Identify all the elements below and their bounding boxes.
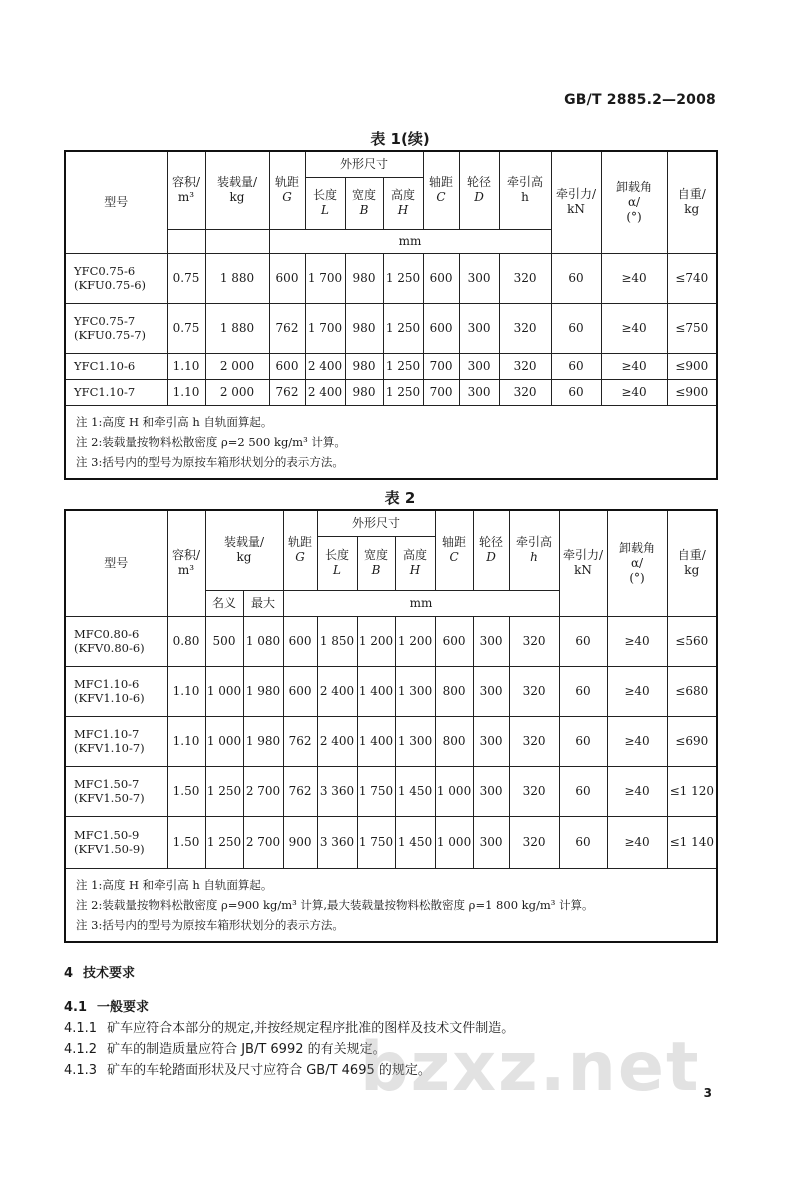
table-cell: 2 400 <box>317 716 357 766</box>
table-cell: 60 <box>559 766 607 816</box>
table-cell: 1 850 <box>317 616 357 666</box>
table-cell: 300 <box>473 616 509 666</box>
table-cell: 1 080 <box>243 616 283 666</box>
header-load-nominal: 名义 <box>205 590 243 616</box>
table-cell: ≤750 <box>667 303 717 353</box>
table-cell: 300 <box>473 766 509 816</box>
table-cell <box>205 229 269 253</box>
table-row <box>65 353 717 379</box>
table-cell: 600 <box>423 253 459 303</box>
watermark: bzxz.net <box>360 1028 701 1107</box>
table-cell: 1 750 <box>357 816 395 868</box>
table-cell: 320 <box>499 353 551 379</box>
table-cell: 0.75 <box>167 303 205 353</box>
table-cell: 300 <box>473 816 509 868</box>
table-cell: 600 <box>435 616 473 666</box>
table-cell: 980 <box>345 303 383 353</box>
model-cell: MFC1.50-7 (KFV1.50-7) <box>65 766 167 816</box>
header-load-max: 最大 <box>243 590 283 616</box>
table-row <box>65 716 717 766</box>
table-cell: 0.80 <box>167 616 205 666</box>
model-cell: MFC1.50-9 (KFV1.50-9) <box>65 816 167 868</box>
section-4-heading: 4 技术要求 <box>64 966 136 981</box>
note: 注 3:括号内的型号为原按车箱形状划分的表示方法。 <box>76 917 344 932</box>
note: 注 3:括号内的型号为原按车箱形状划分的表示方法。 <box>76 454 344 469</box>
table-cell: 800 <box>435 666 473 716</box>
table-cell: 1 700 <box>305 253 345 303</box>
table-cell: 60 <box>559 616 607 666</box>
table-cell: 300 <box>459 303 499 353</box>
table-cell: 1 250 <box>205 766 243 816</box>
table-cell: ≥40 <box>607 666 667 716</box>
table-row <box>65 766 717 816</box>
clause-4-1-1: 4.1.1 矿车应符合本部分的规定,并按经规定程序批准的图样及技术文件制造。 <box>64 1021 515 1036</box>
table-cell: 300 <box>459 353 499 379</box>
header-self-weight: 自重/ kg <box>667 510 717 616</box>
table-cell: 1 980 <box>243 716 283 766</box>
header-wheel-dia: 轮径 D <box>459 151 499 229</box>
header-dims-group: 外形尺寸 <box>317 510 435 536</box>
table-cell: 700 <box>423 379 459 405</box>
header-gauge: 轨距 G <box>283 510 317 590</box>
table-cell: 1 880 <box>205 303 269 353</box>
table-row <box>65 379 717 405</box>
header-load: 装载量/ kg <box>205 510 283 590</box>
table-cell: ≥40 <box>607 616 667 666</box>
table-cell: 600 <box>269 253 305 303</box>
table-cell: ≤680 <box>667 666 717 716</box>
table-cell: 2 000 <box>205 353 269 379</box>
table-cell: ≥40 <box>601 379 667 405</box>
header-height: 高度 H <box>383 177 423 229</box>
table-cell: 1.50 <box>167 816 205 868</box>
table-cell: 1 250 <box>383 303 423 353</box>
header-volume: 容积/ m³ <box>167 151 205 229</box>
table-cell: 1 000 <box>435 766 473 816</box>
table-cell: 1 700 <box>305 303 345 353</box>
table-cell: 1 300 <box>395 716 435 766</box>
table-cell: 300 <box>473 666 509 716</box>
table-cell: 980 <box>345 253 383 303</box>
table-cell: 0.75 <box>167 253 205 303</box>
table-cell: 2 400 <box>305 379 345 405</box>
header-wheel-dia: 轮径 D <box>473 510 509 590</box>
header-volume: 容积/ m³ <box>167 510 205 616</box>
table-cell: 1 000 <box>205 666 243 716</box>
page-number: 3 <box>703 1086 712 1100</box>
table-cell: 900 <box>283 816 317 868</box>
clause-4-1-2: 4.1.2 矿车的制造质量应符合 JB/T 6992 的有关规定。 <box>64 1042 386 1057</box>
table-cell: ≤900 <box>667 379 717 405</box>
model-cell: YFC1.10-6 <box>65 353 167 379</box>
table-cell: 1 450 <box>395 766 435 816</box>
table-cell: 60 <box>559 816 607 868</box>
table-cell: 600 <box>423 303 459 353</box>
standard-number: GB/T 2885.2—2008 <box>564 92 716 108</box>
table-cell: 1 400 <box>357 666 395 716</box>
section-4-1-heading: 4.1 一般要求 <box>64 1000 150 1015</box>
table-cell: 1 300 <box>395 666 435 716</box>
model-cell: YFC0.75-7 (KFU0.75-7) <box>65 303 167 353</box>
table-cell: 3 360 <box>317 816 357 868</box>
table-cell: ≤690 <box>667 716 717 766</box>
table-cell: 60 <box>559 666 607 716</box>
table-cell: 762 <box>269 379 305 405</box>
table-cell: ≤740 <box>667 253 717 303</box>
table-cell: 1 250 <box>383 353 423 379</box>
table-cell: 762 <box>269 303 305 353</box>
header-gauge: 轨距 G <box>269 151 305 229</box>
table-cell: 2 400 <box>317 666 357 716</box>
table-cell: 60 <box>551 379 601 405</box>
table-cell: 320 <box>499 303 551 353</box>
table-cell: 300 <box>473 716 509 766</box>
table-cell: 300 <box>459 379 499 405</box>
table-cell: 600 <box>283 616 317 666</box>
table-row <box>65 666 717 716</box>
table-cell: 300 <box>459 253 499 303</box>
header-dump-angle: 卸载角 α/ (°) <box>607 510 667 616</box>
table-cell: 320 <box>499 253 551 303</box>
table-row <box>65 253 717 303</box>
table-cell: 500 <box>205 616 243 666</box>
table-cell: 1 980 <box>243 666 283 716</box>
table-cell: 1 750 <box>357 766 395 816</box>
table-cell: 1 450 <box>395 816 435 868</box>
table-row <box>65 816 717 868</box>
table-cell: 1.10 <box>167 716 205 766</box>
table-cell: ≥40 <box>607 816 667 868</box>
table-cell: ≥40 <box>601 253 667 303</box>
table-cell: 2 700 <box>243 766 283 816</box>
model-cell: YFC0.75-6 (KFU0.75-6) <box>65 253 167 303</box>
table-row <box>65 303 717 353</box>
table-cell: ≤1 120 <box>667 766 717 816</box>
table-cell: ≥40 <box>601 353 667 379</box>
table-cell: 980 <box>345 353 383 379</box>
table1 <box>64 150 718 480</box>
table-cell: 600 <box>283 666 317 716</box>
table2-notes <box>65 868 717 942</box>
note: 注 2:装载量按物料松散密度 ρ=900 kg/m³ 计算,最大装载量按物料松散密度 ρ=1 800 kg/m³ 计算。 <box>76 897 594 912</box>
table-cell: 320 <box>509 616 559 666</box>
table-cell: 1 200 <box>395 616 435 666</box>
model-cell: MFC0.80-6 (KFV0.80-6) <box>65 616 167 666</box>
table-cell: 1.10 <box>167 666 205 716</box>
header-width: 宽度 B <box>345 177 383 229</box>
header-unit-mm: mm <box>269 229 551 253</box>
table-cell: 320 <box>509 716 559 766</box>
note: 注 2:装载量按物料松散密度 ρ=2 500 kg/m³ 计算。 <box>76 434 346 449</box>
table1-caption: 表 1(续) <box>370 130 430 148</box>
table-cell: 1 880 <box>205 253 269 303</box>
table-cell: 762 <box>283 716 317 766</box>
header-width: 宽度 B <box>357 536 395 590</box>
table-cell: ≤1 140 <box>667 816 717 868</box>
header-dims-group: 外形尺寸 <box>305 151 423 177</box>
header-hitch-height: 牵引高 h <box>509 510 559 590</box>
table-cell: 3 360 <box>317 766 357 816</box>
table-cell: 1.10 <box>167 379 205 405</box>
table-cell: 1 000 <box>205 716 243 766</box>
table-cell: 320 <box>509 816 559 868</box>
model-cell: MFC1.10-7 (KFV1.10-7) <box>65 716 167 766</box>
table-cell <box>167 229 205 253</box>
table-cell: ≥40 <box>607 766 667 816</box>
table-cell: 1 200 <box>357 616 395 666</box>
header-length: 长度 L <box>305 177 345 229</box>
header-unit-mm: mm <box>283 590 559 616</box>
table-cell: 600 <box>269 353 305 379</box>
header-wheelbase: 轴距 C <box>423 151 459 229</box>
table-cell: ≤900 <box>667 353 717 379</box>
table-cell: 1 400 <box>357 716 395 766</box>
table-cell: 1 250 <box>383 379 423 405</box>
header-model: 型号 <box>65 151 167 253</box>
header-length: 长度 L <box>317 536 357 590</box>
table2-caption: 表 2 <box>384 489 416 507</box>
table-cell: 700 <box>423 353 459 379</box>
table-cell: 60 <box>551 253 601 303</box>
table-cell: 980 <box>345 379 383 405</box>
table-cell: 800 <box>435 716 473 766</box>
clause-4-1-3: 4.1.3 矿车的车轮踏面形状及尺寸应符合 GB/T 4695 的规定。 <box>64 1063 431 1078</box>
note: 注 1:高度 H 和牵引高 h 自轨面算起。 <box>76 877 273 892</box>
table1-notes <box>65 405 717 479</box>
table2 <box>64 509 718 943</box>
header-wheelbase: 轴距 C <box>435 510 473 590</box>
table-row <box>65 616 717 666</box>
table-cell: 762 <box>283 766 317 816</box>
table-cell: 2 400 <box>305 353 345 379</box>
table-cell: 320 <box>509 766 559 816</box>
table-cell: 60 <box>559 716 607 766</box>
table-cell: 60 <box>551 353 601 379</box>
header-traction: 牵引力/ kN <box>559 510 607 616</box>
table-cell: 2 700 <box>243 816 283 868</box>
header-load: 装载量/ kg <box>205 151 269 229</box>
header-self-weight: 自重/ kg <box>667 151 717 253</box>
table-cell: 1.10 <box>167 353 205 379</box>
header-dump-angle: 卸载角 α/ (°) <box>601 151 667 253</box>
table-cell: 320 <box>499 379 551 405</box>
table-cell: 1 250 <box>205 816 243 868</box>
header-model: 型号 <box>65 510 167 616</box>
note: 注 1:高度 H 和牵引高 h 自轨面算起。 <box>76 414 273 429</box>
table-cell: 1 000 <box>435 816 473 868</box>
table-cell: 1.50 <box>167 766 205 816</box>
header-traction: 牵引力/ kN <box>551 151 601 253</box>
table-cell: 2 000 <box>205 379 269 405</box>
table-cell: ≤560 <box>667 616 717 666</box>
table-cell: ≥40 <box>607 716 667 766</box>
model-cell: YFC1.10-7 <box>65 379 167 405</box>
table-cell: ≥40 <box>601 303 667 353</box>
model-cell: MFC1.10-6 (KFV1.10-6) <box>65 666 167 716</box>
header-height: 高度 H <box>395 536 435 590</box>
table-cell: 320 <box>509 666 559 716</box>
table-cell: 1 250 <box>383 253 423 303</box>
table-cell: 60 <box>551 303 601 353</box>
header-hitch-height: 牵引高 h <box>499 151 551 229</box>
